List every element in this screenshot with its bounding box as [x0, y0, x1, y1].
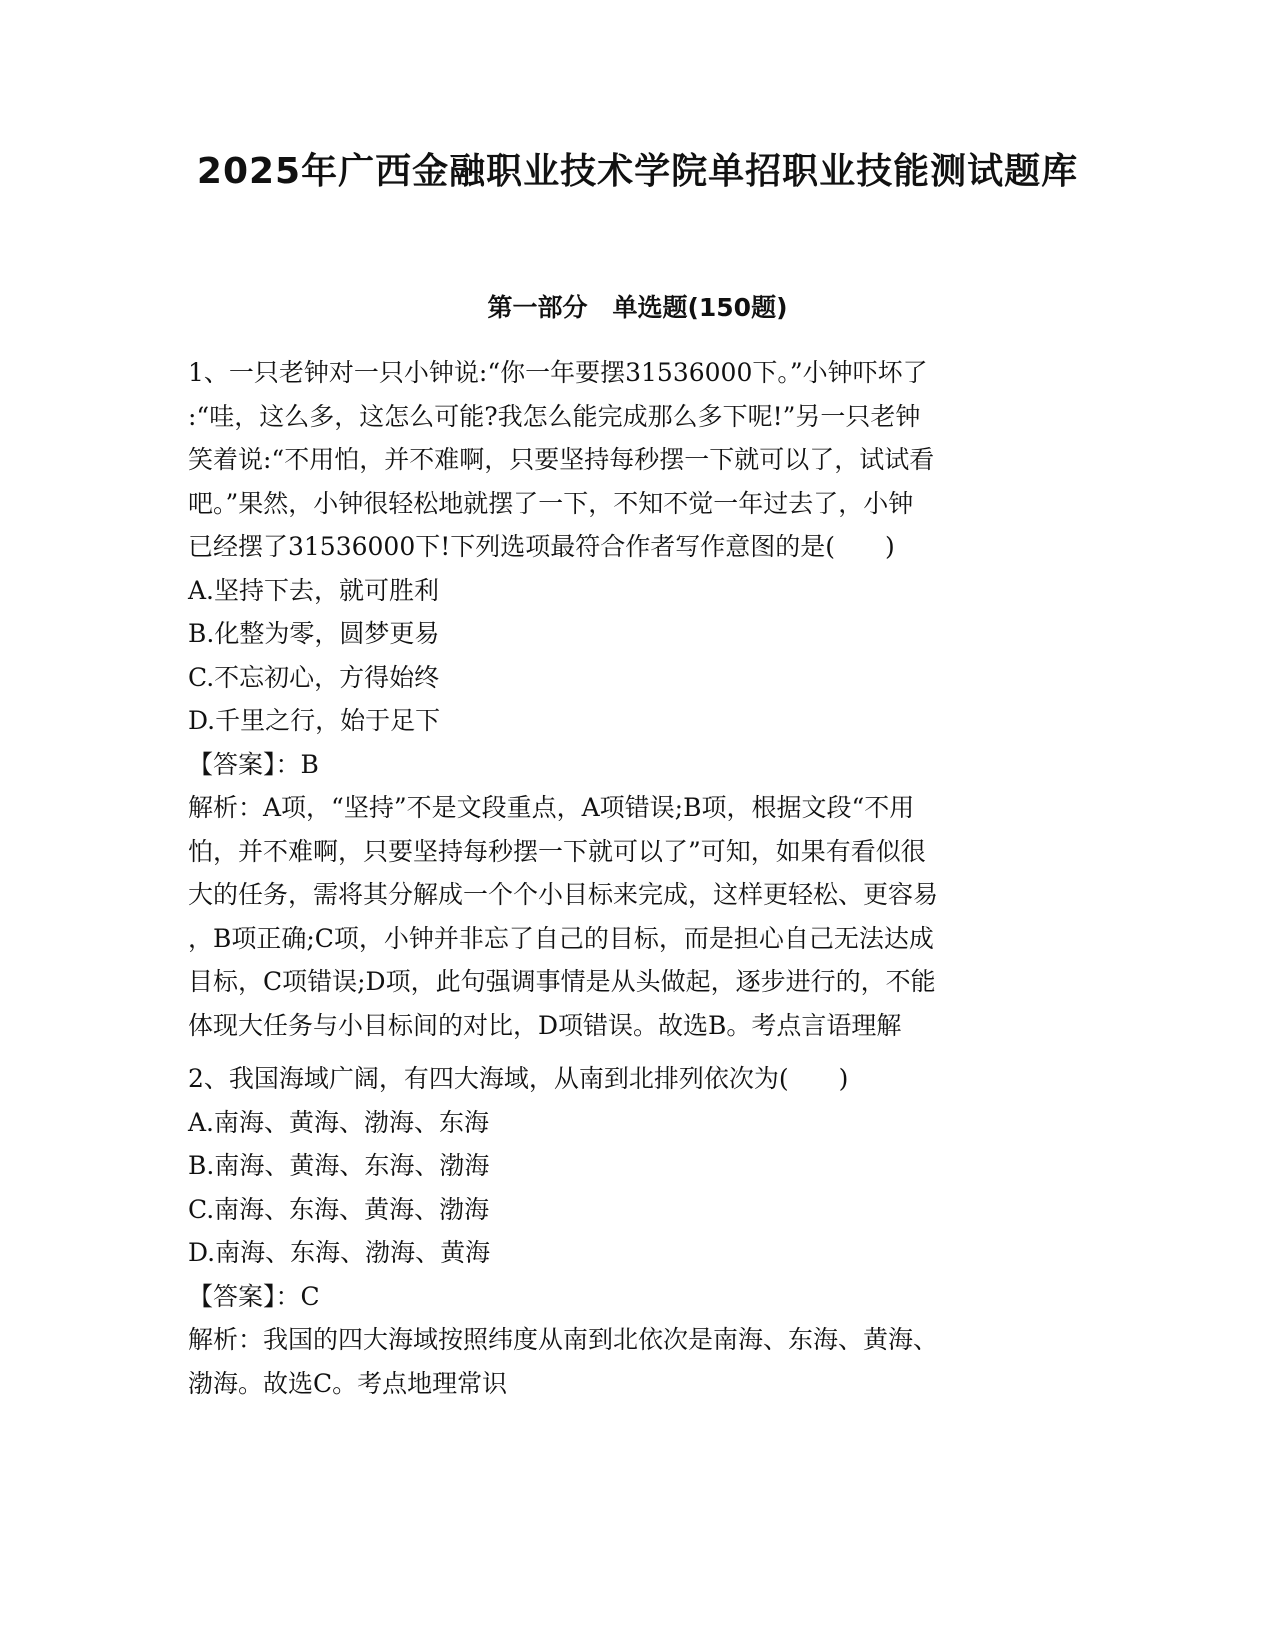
question-2	[188, 1057, 1088, 1405]
option-a: A.南海、黄海、渤海、东海	[188, 1107, 490, 1137]
answer-line: 【答案】：B	[188, 749, 319, 779]
option-b: B.南海、黄海、东海、渤海	[188, 1151, 490, 1180]
analysis	[188, 786, 1088, 1047]
analysis-line: 目标，C项错误;D项，此句强调事情是从头做起，逐步进行的，不能	[188, 967, 936, 996]
analysis-line: 怕，并不难啊，只要坚持每秒摆一下就可以了”可知，如果有看似很	[188, 836, 926, 866]
analysis-line: 体现大任务与小目标间的对比，D项错误。故选B。考点言语理解	[188, 1010, 902, 1040]
stem-line: :“哇，这么多，这怎么可能?我怎么能完成那么多下呢!”另一只老钟	[188, 401, 921, 431]
question-1	[188, 351, 1088, 1047]
option-d: D.千里之行，始于足下	[188, 706, 441, 735]
analysis-line: 解析：A项，“坚持”不是文段重点，A项错误;B项，根据文段“不用	[188, 793, 915, 822]
question-list	[188, 351, 1088, 1405]
option-list	[188, 569, 1088, 743]
option-list	[188, 1101, 1088, 1275]
stem-line: 吧。”果然，小钟很轻松地就摆了一下，不知不觉一年过去了，小钟	[188, 488, 914, 518]
stem-line: 已经摆了31536000下!下列选项最符合作者写作意图的是( )	[188, 532, 895, 561]
section-heading: 第一部分 单选题(150题)	[487, 293, 788, 322]
stem-line: 笑着说:“不用怕，并不难啊，只要坚持每秒摆一下就可以了，试试看	[188, 445, 935, 474]
analysis-line: 大的任务，需将其分解成一个个小目标来完成，这样更轻松、更容易	[188, 880, 939, 909]
option-c: C.不忘初心，方得始终	[188, 662, 440, 692]
option-c: C.南海、东海、黄海、渤海	[188, 1194, 490, 1224]
analysis-line: ，B项正确;C项，小钟并非忘了自己的目标，而是担心自己无法达成	[188, 923, 934, 953]
analysis-line: 解析：我国的四大海域按照纬度从南到北依次是南海、东海、黄海、	[188, 1325, 939, 1354]
option-d: D.南海、东海、渤海、黄海	[188, 1238, 491, 1267]
option-a: A.坚持下去，就可胜利	[188, 575, 440, 605]
question-stem	[188, 1057, 1088, 1101]
document-title: 2025年广西金融职业技术学院单招职业技能测试题库	[196, 151, 1079, 192]
stem-line: 1、一只老钟对一只小钟说:“你一年要摆31536000下。”小钟吓坏了	[188, 358, 928, 387]
stem-line: 2、我国海域广阔，有四大海域，从南到北排列依次为( )	[188, 1064, 849, 1093]
question-stem	[188, 351, 1088, 569]
analysis	[188, 1318, 1088, 1405]
analysis-line: 渤海。故选C。考点地理常识	[188, 1368, 508, 1398]
option-b: B.化整为零，圆梦更易	[188, 619, 440, 648]
answer-line: 【答案】：C	[188, 1281, 320, 1311]
